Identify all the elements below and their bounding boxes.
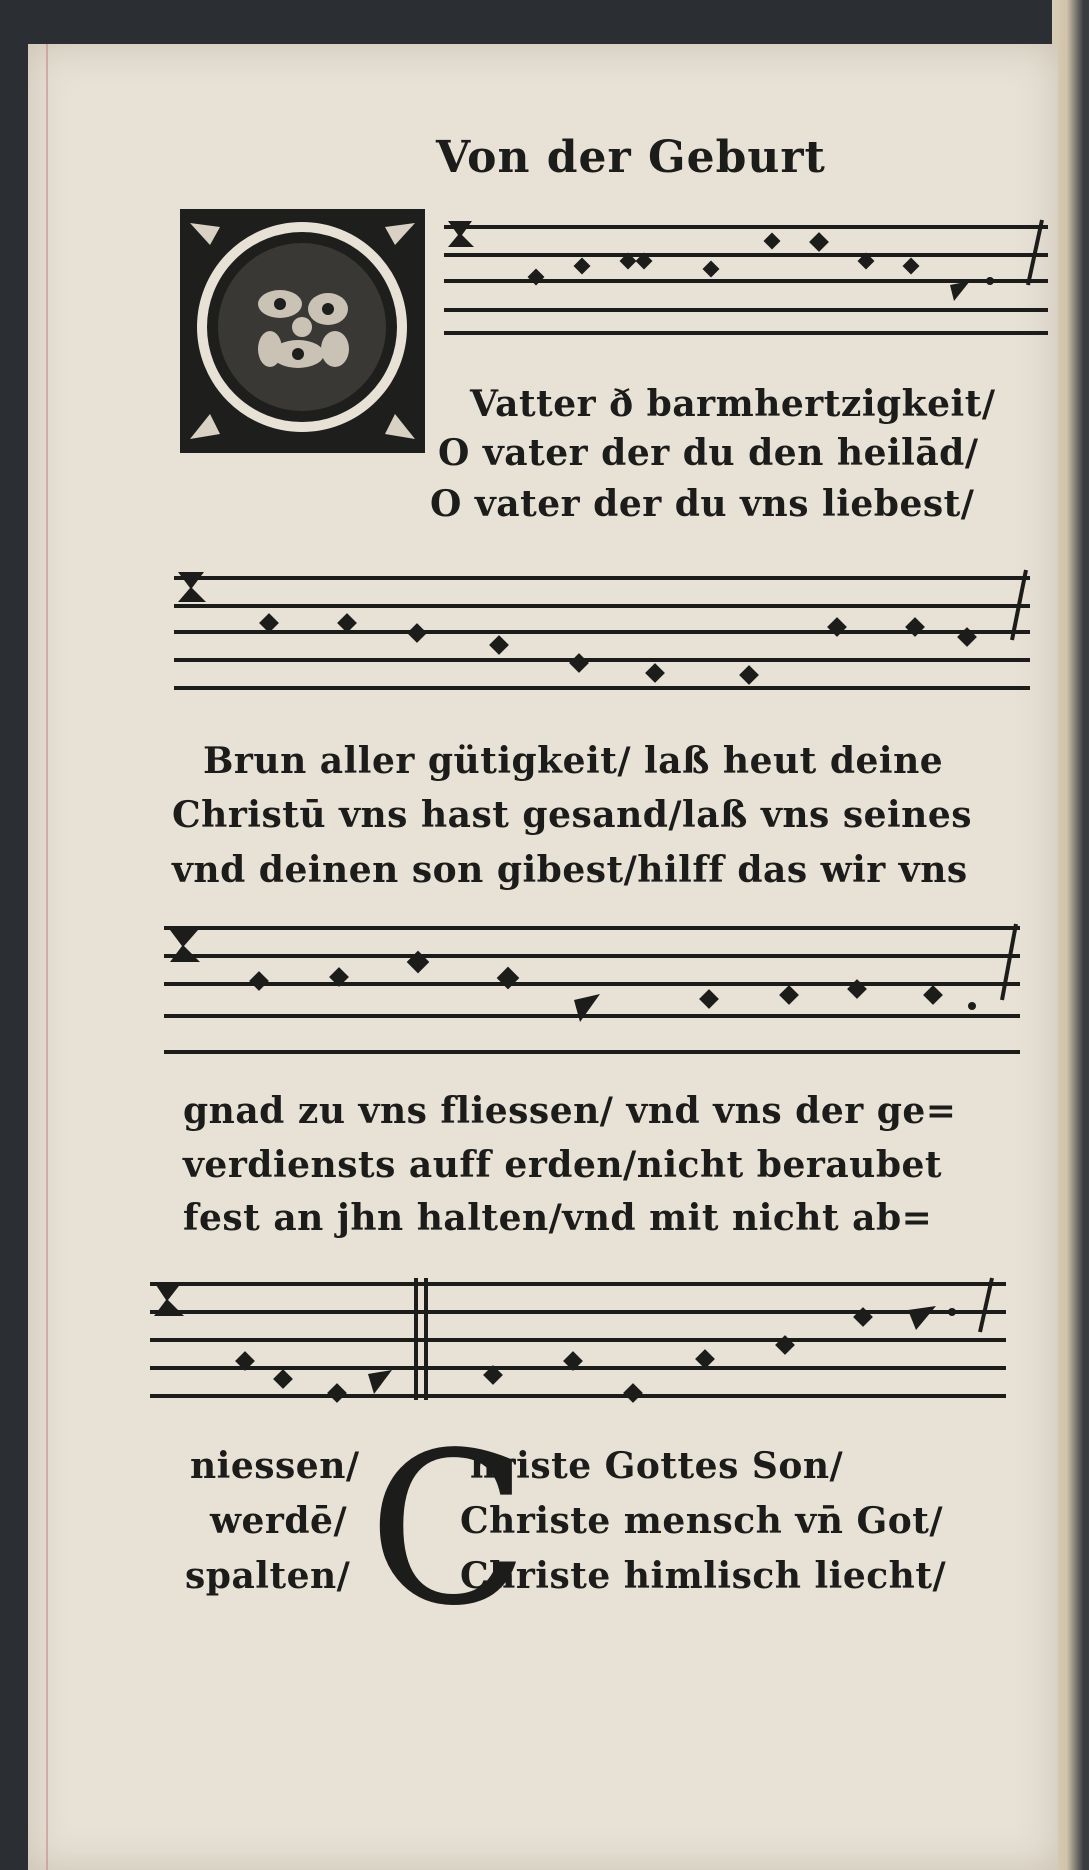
verse3-line2: verdiensts auff erden/nicht beraubet [183, 1144, 943, 1186]
clef-icon [448, 221, 474, 247]
page-heading: Von der Geburt [436, 132, 826, 183]
decorated-initial-o [180, 209, 425, 453]
verse4-right1: hriste Gottes Son/ [470, 1445, 844, 1487]
verse1-line2: O vater der du den heilād/ [438, 432, 979, 474]
verse2-line2: Christū vns hast gesand/laß vns seines [172, 794, 973, 836]
verse3-line1: gnad zu vns fliessen/ vnd vns der ge= [183, 1090, 957, 1132]
music-staff-4 [146, 1272, 1016, 1417]
decorated-initial-c: C [368, 1407, 529, 1652]
verse4-right3: Christe himlisch liecht/ [460, 1555, 947, 1597]
verse3-line3: fest an jhn halten/vnd mit nicht ab= [183, 1197, 933, 1239]
verse2-line3: vnd deinen son gibest/hilff das wir vns [172, 849, 968, 891]
verse2-line1: Brun aller gütigkeit/ laß heut deine [203, 740, 944, 782]
verse4-left2: werdē/ [210, 1500, 348, 1542]
music-staff-1 [440, 215, 1052, 345]
music-staff-3 [160, 916, 1030, 1066]
page-edge-line [46, 44, 48, 1870]
verse4-right2: Christe mensch vn̄ Got/ [460, 1500, 944, 1542]
verse1-line3: O vater der du vns liebest/ [430, 483, 975, 525]
woodcut-ornament-icon [180, 209, 425, 453]
verse4-left3: spalten/ [185, 1555, 351, 1597]
verse4-left1: niessen/ [190, 1445, 360, 1487]
verse1-line1: Vatter ð barmhertzigkeit/ [470, 383, 996, 425]
music-staff-2 [170, 560, 1040, 700]
